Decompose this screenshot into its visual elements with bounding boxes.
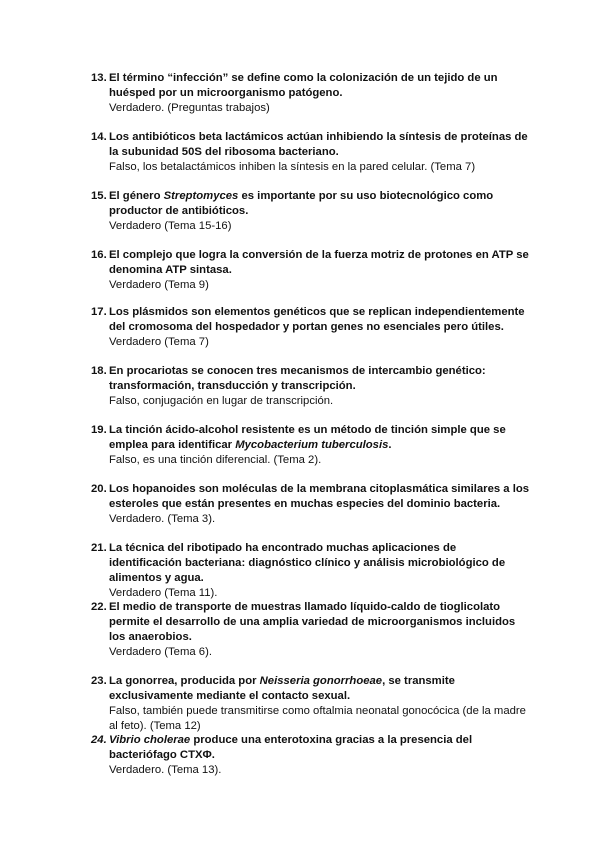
question-text: La tinción ácido-alcohol resistente es un método de tinción simple que se emplea para identificar Mycobacterium tuberculosis. xyxy=(109,424,506,451)
question-text: El género Streptomyces es importante por su uso biotecnológico como productor de antibióticos. xyxy=(109,190,494,217)
question-number: 21. xyxy=(91,542,107,554)
question-statement xyxy=(91,189,531,219)
question-number: 24. xyxy=(91,734,107,746)
question-item xyxy=(91,674,531,734)
question-text: Los antibióticos beta lactámicos actúan inhibiendo la síntesis de proteínas de la subunidad 50S del ribosoma bacteriano. xyxy=(109,131,528,158)
answer-text: Verdadero (Tema 11). xyxy=(109,587,218,599)
question-number: 15. xyxy=(91,190,107,202)
question-text: La gonorrea, producida por Neisseria gonorrhoeae, se transmite exclusivamente mediante el contacto sexual. xyxy=(109,675,455,702)
question-number: 17. xyxy=(91,306,107,318)
question-text: El medio de transporte de muestras llamado líquido-caldo de tioglicolato permite el desarrollo de una amplia variedad de microorganismos incluidos los anaerobios. xyxy=(109,601,516,643)
question-number: 13. xyxy=(91,72,107,84)
question-statement xyxy=(91,482,531,512)
question-item xyxy=(91,600,531,660)
question-item xyxy=(91,733,531,778)
question-statement xyxy=(91,248,531,278)
question-item xyxy=(91,189,531,234)
answer-text: Verdadero. (Tema 13). xyxy=(109,764,222,776)
question-item xyxy=(91,305,531,350)
answer-text: Verdadero. (Tema 3). xyxy=(109,513,216,525)
question-statement xyxy=(91,71,531,101)
question-text: La técnica del ribotipado ha encontrado muchas aplicaciones de identificación bacteriana: diagnóstico clínico y análisis microbiológico de alimentos y agua. xyxy=(109,542,506,584)
question-number: 18. xyxy=(91,365,107,377)
question-text: Los hopanoides son moléculas de la membrana citoplasmática similares a los esteroles que están presentes en muchas especies del dominio bacteria. xyxy=(109,483,530,510)
question-statement xyxy=(91,364,531,394)
question-text: El complejo que logra la conversión de la fuerza motriz de protones en ATP se denomina ATP sintasa. xyxy=(109,249,529,276)
question-statement xyxy=(91,541,531,586)
answer-text: Falso, conjugación en lugar de transcripción. xyxy=(109,395,334,407)
question-number: 23. xyxy=(91,675,107,687)
question-statement xyxy=(91,733,531,763)
species-name: Streptomyces xyxy=(163,190,239,202)
question-statement xyxy=(91,305,531,335)
question-statement xyxy=(91,674,531,704)
species-name: Vibrio cholerae xyxy=(109,734,191,746)
answer-text: Falso, también puede transmitirse como oftalmia neonatal gonocócica (de la madre al feto). (Tema 12) xyxy=(109,705,526,732)
answer-text: Falso, es una tinción diferencial. (Tema 2). xyxy=(109,454,322,466)
question-number: 14. xyxy=(91,131,107,143)
question-text: Los plásmidos son elementos genéticos que se replican independientemente del cromosoma del hospedador y portan genes no esenciales pero útiles. xyxy=(109,306,525,333)
species-name: Neisseria gonorrhoeae xyxy=(259,675,383,687)
question-item xyxy=(91,541,531,601)
question-number: 22. xyxy=(91,601,107,613)
question-number: 19. xyxy=(91,424,107,436)
answer-text: Verdadero (Tema 6). xyxy=(109,646,212,658)
question-item xyxy=(91,71,531,116)
question-text: El término “infección” se define como la colonización de un tejido de un huésped por un microorganismo patógeno. xyxy=(109,72,498,99)
question-text: En procariotas se conocen tres mecanismos de intercambio genético: transformación, transducción y transcripción. xyxy=(109,365,486,392)
answer-text: Verdadero. (Preguntas trabajos) xyxy=(109,102,270,114)
question-number: 20. xyxy=(91,483,107,495)
question-item xyxy=(91,248,531,293)
question-statement xyxy=(91,130,531,160)
answer-text: Verdadero (Tema 15-16) xyxy=(109,220,232,232)
answer-text: Verdadero (Tema 9) xyxy=(109,279,209,291)
question-item xyxy=(91,482,531,527)
question-text: Vibrio cholerae produce una enterotoxina gracias a la presencia del bacteriófago CTXΦ. xyxy=(109,734,473,761)
question-item xyxy=(91,130,531,175)
species-name: Mycobacterium tuberculosis xyxy=(235,439,389,451)
question-statement xyxy=(91,600,531,645)
answer-text: Verdadero (Tema 7) xyxy=(109,336,209,348)
question-statement xyxy=(91,423,531,453)
question-item xyxy=(91,423,531,468)
question-number: 16. xyxy=(91,249,107,261)
answer-text: Falso, los betalactámicos inhiben la síntesis en la pared celular. (Tema 7) xyxy=(109,161,476,173)
question-item xyxy=(91,364,531,409)
